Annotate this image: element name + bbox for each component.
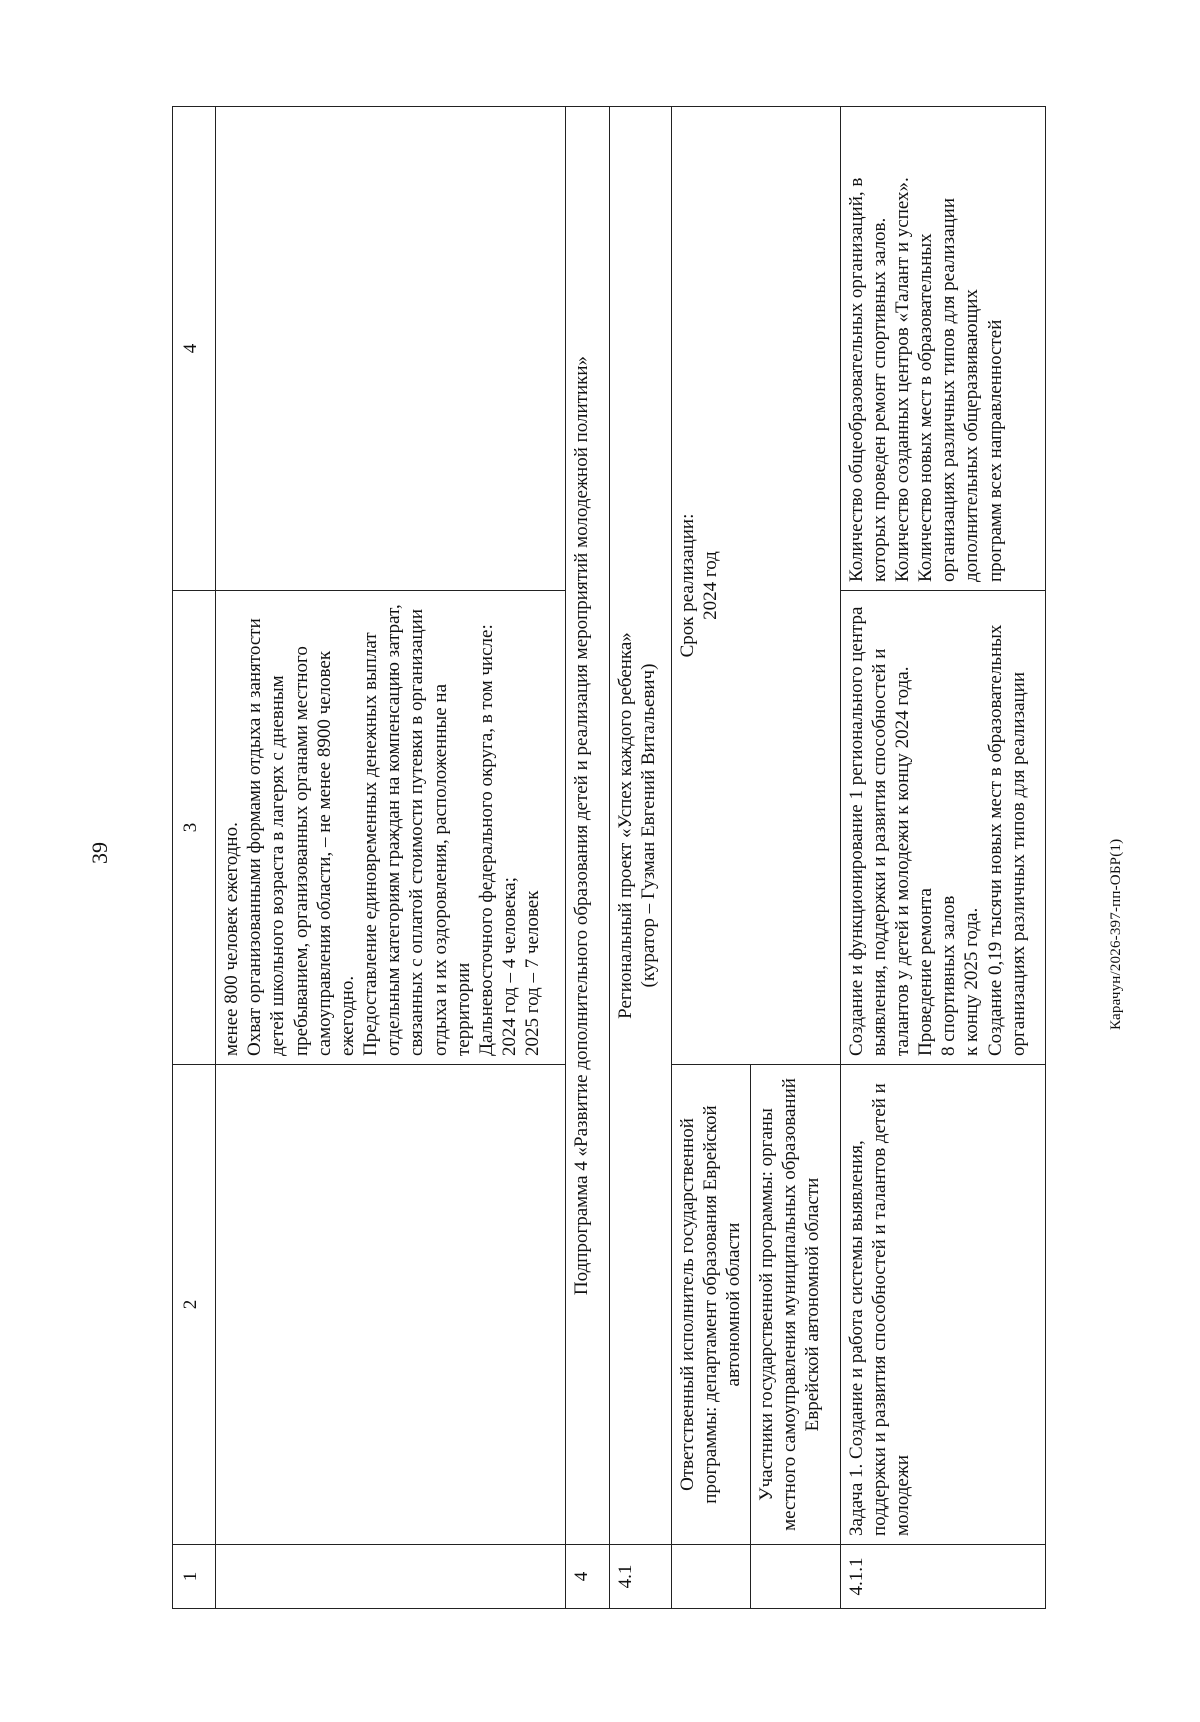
regional-project-curator: (куратор – Гузман Евгений Витальевич) [638,663,660,988]
responsible-executor: Ответственный исполнитель государственной программы: департамент образования Еврейской автономной области [672,1065,751,1545]
header-col-2: 2 [173,1065,216,1545]
subprogram-num: 4 [566,1545,610,1609]
program-participants: Участники государственной программы: органы местного самоуправления муниципальных образований Еврейской автономной области [750,1065,840,1545]
page-number: 39 [87,842,112,864]
task-name: Задача 1. Создание и работа системы выявления, поддержки и развития способностей и талантов детей и молодежи [840,1065,1045,1545]
task-row [840,107,1045,1609]
subprogram-title: Подпрограмма 4 «Развитие дополнительного образования детей и реализация мероприятий молодежной политики» [566,107,610,1545]
subprogram-row [566,107,610,1609]
responsible-row [672,107,751,1609]
regional-project-title: Региональный проект «Успех каждого ребенка» [615,632,636,1019]
regional-project-row [610,107,672,1609]
rotated-table-sheet [172,107,1098,1609]
task-col4: Количество общеобразовательных организаций, в которых проведен ремонт спортивных залов. Количество созданных центров «Талант и успех». Количество новых мест в образовательных организациях различных типов для реализации дополнительных общеразвивающих программ всех направленностей [840,107,1045,591]
continued-row-col3: менее 800 человек ежегодно. Охват организованными формами отдыха и занятости детей школьного возраста в лагерях с дневным пребыванием, организованных органами местного самоуправления области, – не менее 8900 человек ежегодно. Предоставление единовременных денежных выплат отдельным категориям граждан на компенсацию затрат, связанных с оплатой стоимости путевки в организации отдыха и их оздоровления, расположенные на территории Дальневосточного федерального округа, в том числе: 2024 год – 4 человека; 2025 год – 7 человек [216,591,566,1065]
implementation-term [672,107,841,1065]
header-col-3: 3 [173,591,216,1065]
regional-project-cell [610,107,672,1545]
program-table [172,106,1046,1609]
header-col-4: 4 [173,107,216,591]
task-col3: Создание и функционирование 1 регионального центра выявления, поддержки и развития способностей и талантов у детей и молодежи к концу 2024 года. Проведение ремонта 8 спортивных залов к концу 2025 года. Создание 0,19 тысячи новых мест в образовательных организациях различных типов для реализации [840,591,1045,1065]
regional-project-num: 4.1 [610,1545,672,1609]
term-value: 2024 год [700,551,722,620]
document-code: Карачун/2026-397-пп-ОБР(1) [1108,838,1124,1030]
header-col-1: 1 [173,1545,216,1609]
term-label: Срок реализации: [677,513,698,658]
header-row [173,107,216,1609]
continued-row [216,107,566,1609]
task-num: 4.1.1 [840,1545,1045,1609]
